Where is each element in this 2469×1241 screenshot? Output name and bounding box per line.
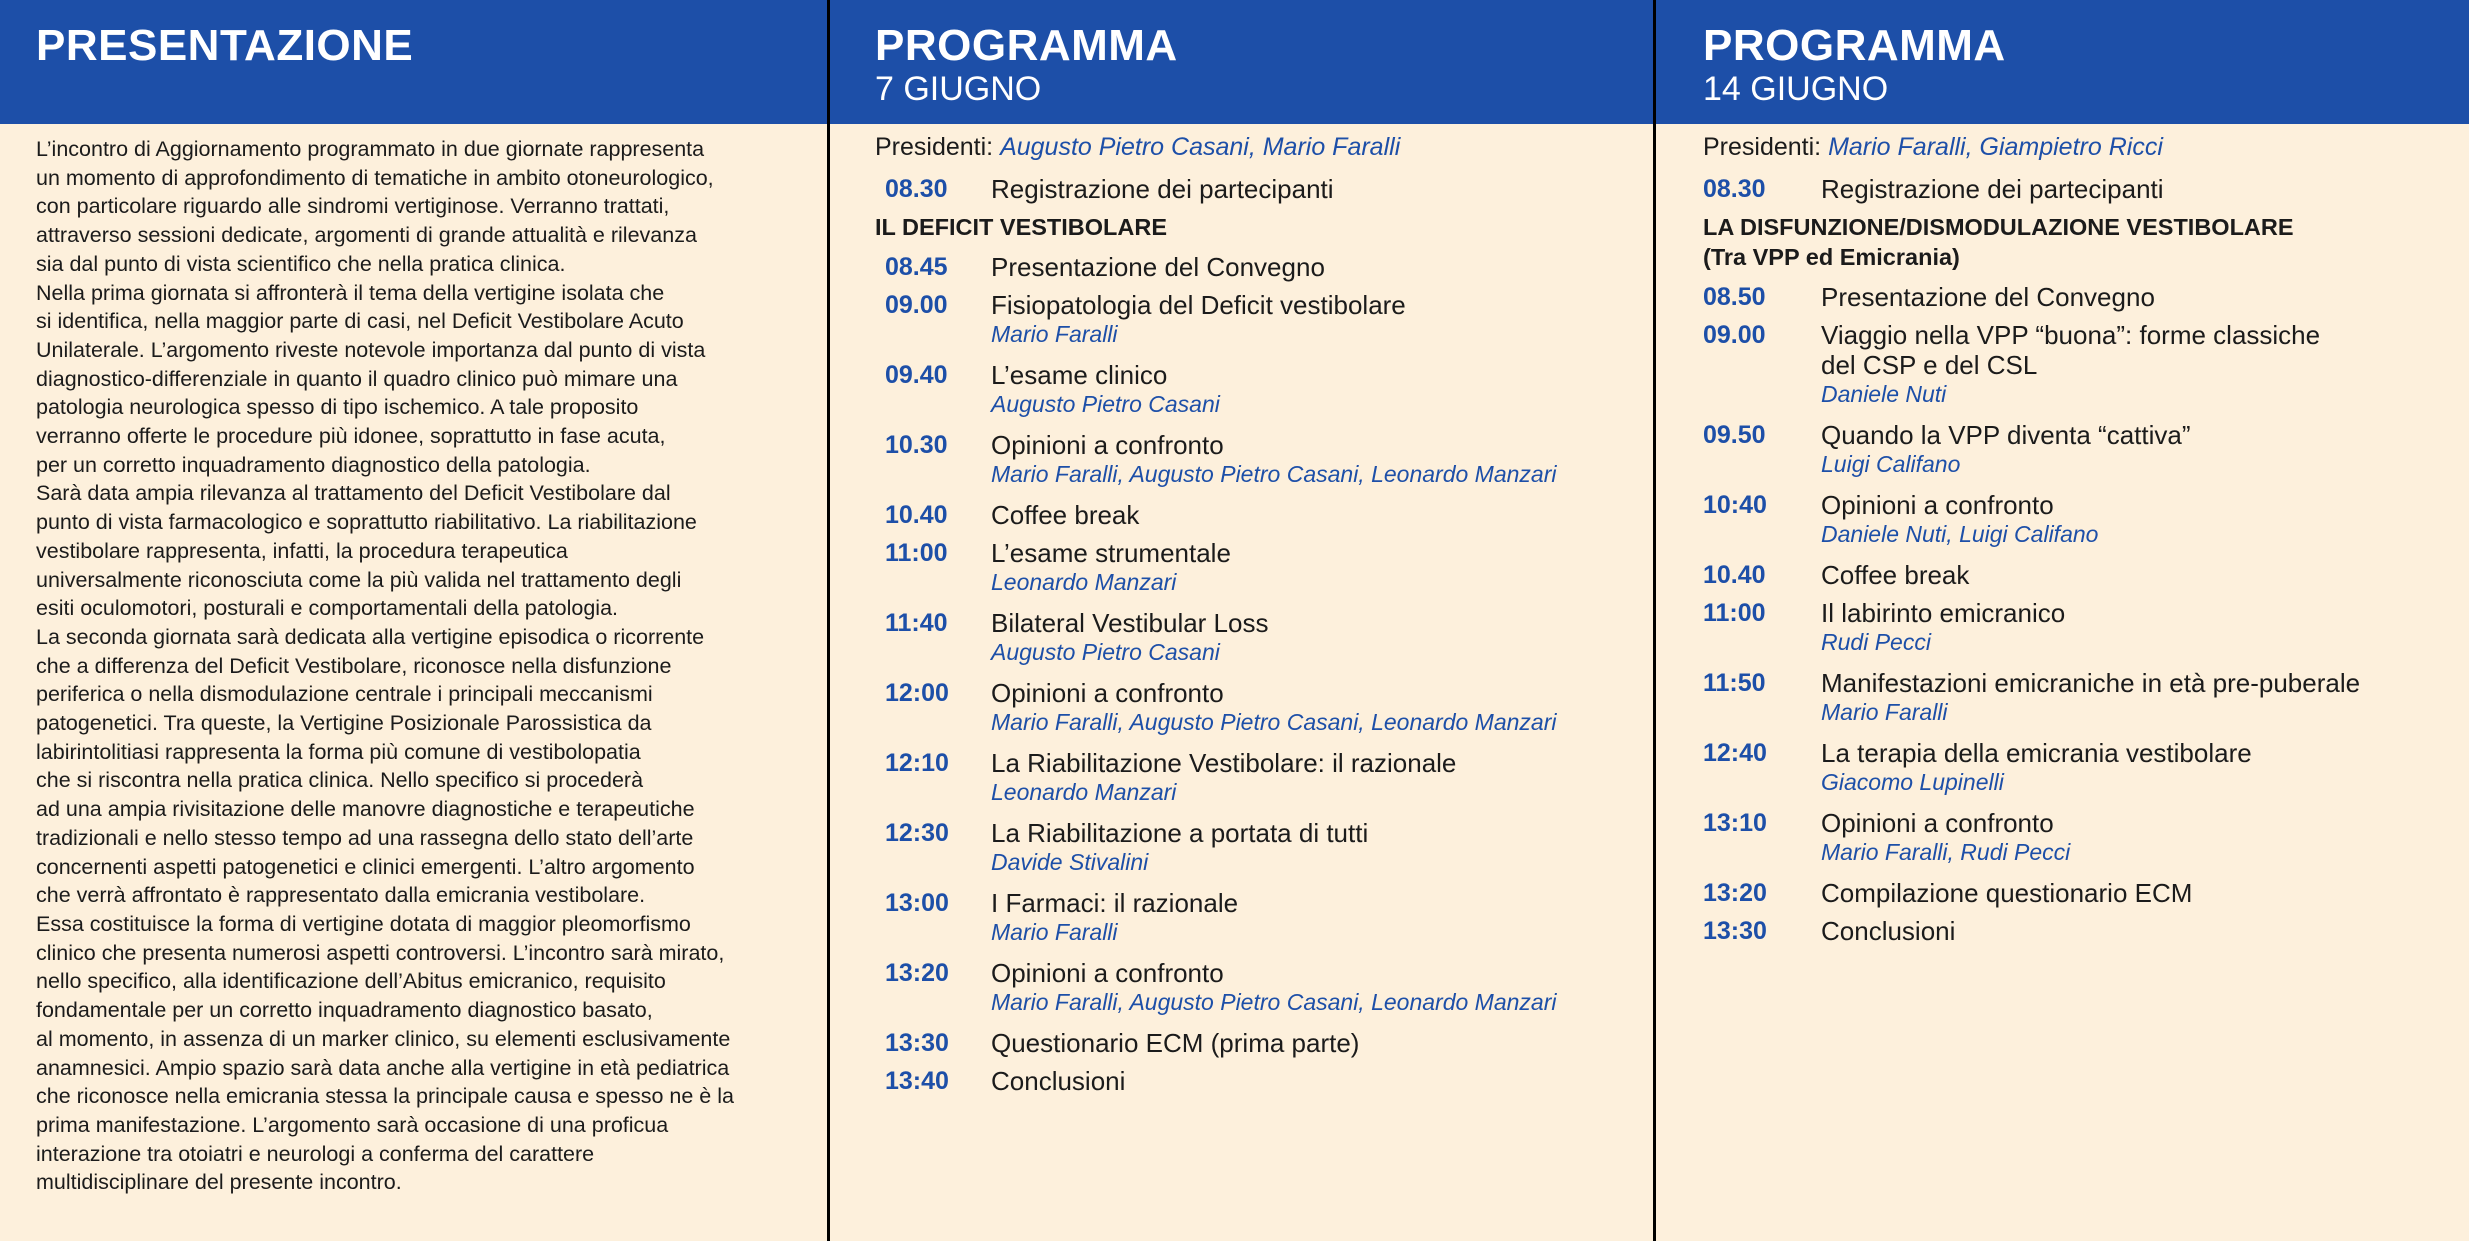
presentation-line: punto di vista farmacologico e soprattutto riabilitativo. La riabilitazione: [36, 510, 697, 535]
presentation-line: si identifica, nella maggior parte di casi, nel Deficit Vestibolare Acuto: [36, 309, 684, 334]
schedule-time: 11:50: [1703, 669, 1766, 697]
schedule-title-line: Presentazione del Convegno: [991, 252, 1325, 282]
schedule-content: [991, 174, 1633, 204]
schedule-speaker: Mario Faralli: [1821, 699, 1948, 725]
presentation-header: [0, 0, 827, 124]
schedule-item: [1703, 560, 2449, 590]
schedule-item: [875, 748, 1633, 806]
schedule-item: [875, 1028, 1633, 1058]
schedule-content: [1821, 174, 2449, 204]
schedule-title-line: Coffee break: [991, 500, 1140, 530]
schedule-time: 13:00: [885, 889, 949, 917]
schedule-title-line: Presentazione del Convegno: [1821, 282, 2155, 312]
schedule-title: [991, 1066, 1633, 1096]
schedule-time: 10.30: [885, 431, 948, 459]
schedule-title: [991, 360, 1633, 390]
schedule-time: 13:30: [885, 1029, 949, 1057]
schedule-item: [1703, 174, 2449, 204]
schedule-content: [1821, 490, 2449, 548]
schedule-title-line: Registrazione dei partecipanti: [1821, 174, 2164, 204]
schedule-item: [1703, 282, 2449, 312]
presentation-line: La seconda giornata sarà dedicata alla vertigine episodica o ricorrente: [36, 624, 705, 649]
program-day2-date: 14 GIUGNO: [1703, 70, 1889, 108]
presentation-line: ad una ampia rivisitazione delle manovre diagnostiche e terapeutiche: [36, 797, 695, 822]
schedule-time: 08.30: [1703, 175, 1766, 203]
presentation-line: nello specifico, alla identificazione dell’Abitus emicranico, requisito: [36, 969, 666, 994]
schedule-time: 08.50: [1703, 283, 1766, 311]
schedule-item: [875, 958, 1633, 1016]
presentation-line: vestibolare rappresenta, infatti, la procedura terapeutica: [36, 538, 568, 563]
schedule-speaker: Mario Faralli, Augusto Pietro Casani, Leonardo Manzari: [991, 461, 1557, 487]
schedule-title: [991, 958, 1633, 988]
schedule-item: [875, 430, 1633, 488]
schedule-content: [991, 608, 1633, 666]
schedule-title: [1821, 808, 2449, 838]
schedule-content: [1821, 598, 2449, 656]
presentation-line: L’incontro di Aggiornamento programmato in due giornate rappresenta: [36, 137, 705, 161]
schedule-content: [991, 252, 1633, 282]
schedule-time: 10.40: [885, 501, 948, 529]
schedule-item: [875, 818, 1633, 876]
schedule-title-line: Conclusioni: [991, 1066, 1126, 1096]
schedule-title-line: Il labirinto emicranico: [1821, 598, 2066, 628]
schedule-item: [1703, 420, 2449, 478]
schedule-content: [991, 430, 1633, 488]
program-day2-title: PROGRAMMA: [1703, 21, 2006, 70]
schedule-time: 13:40: [885, 1067, 949, 1095]
program-day1-date: 7 GIUGNO: [875, 70, 1042, 108]
presentation-line: patologia neurologica spesso di tipo ischemico. A tale proposito: [36, 395, 639, 420]
schedule-title: [991, 818, 1633, 848]
schedule-title: [991, 1028, 1633, 1058]
schedule-time: 12:00: [885, 679, 949, 707]
schedule-content: [1821, 320, 2449, 408]
schedule-title-line: La Riabilitazione a portata di tutti: [991, 818, 1369, 848]
schedule-content: [991, 748, 1633, 806]
schedule-title: [991, 608, 1633, 638]
schedule-item: [875, 1066, 1633, 1096]
presentation-line: diagnostico-differenziale in quanto il quadro clinico può mimare una: [36, 366, 678, 391]
schedule-title-line: Registrazione dei partecipanti: [991, 174, 1334, 204]
schedule-item: [1703, 490, 2449, 548]
schedule-title-line: Opinioni a confronto: [991, 430, 1224, 460]
schedule-item: [1703, 738, 2449, 796]
presentation-text: [0, 124, 827, 1197]
schedule-speaker: Giacomo Lupinelli: [1821, 769, 2004, 795]
schedule-content: [1821, 738, 2449, 796]
program-day1-title: PROGRAMMA: [875, 21, 1178, 70]
schedule-title: [991, 888, 1633, 918]
schedule-speaker: Daniele Nuti, Luigi Califano: [1821, 521, 2099, 547]
program-day1-list: [830, 124, 1653, 1096]
schedule-title: [991, 748, 1633, 778]
schedule-title-line: Opinioni a confronto: [991, 958, 1224, 988]
schedule-item: [1703, 916, 2449, 946]
presentation-line: che a differenza del Deficit Vestibolare, riconosce nella disfunzione: [36, 653, 672, 678]
presentation-line: sia dal punto di vista scientifico che nella pratica clinica.: [36, 251, 566, 276]
schedule-time: 08.45: [885, 253, 948, 281]
schedule-content: [991, 538, 1633, 596]
schedule-speaker: Davide Stivalini: [991, 849, 1149, 875]
presentation-line: universalmente riconosciuta come la più valida nel trattamento degli: [36, 567, 682, 592]
schedule-time: 10.40: [1703, 561, 1766, 589]
presentation-line: con particolare riguardo alle sindromi vertiginose. Verranno trattati,: [36, 194, 670, 219]
schedule-speaker: Rudi Pecci: [1821, 629, 1931, 655]
schedule-content: [991, 290, 1633, 348]
schedule-time: 13:20: [1703, 879, 1767, 907]
schedule-time: 12:40: [1703, 739, 1767, 767]
schedule-time: 11:00: [1703, 599, 1766, 627]
schedule-item: [875, 500, 1633, 530]
schedule-title: [1821, 282, 2449, 312]
schedule-title-line: Viaggio nella VPP “buona”: forme classiche: [1821, 320, 2321, 350]
presentation-line: periferica o nella dismodulazione centrale i principali meccanismi: [36, 682, 653, 707]
schedule-time: 13:10: [1703, 809, 1767, 837]
presentation-line: multidisciplinare del presente incontro.: [36, 1170, 402, 1195]
schedule-speaker: Augusto Pietro Casani: [991, 391, 1220, 417]
schedule-title: [1821, 598, 2449, 628]
presentation-line: per un corretto inquadramento diagnostico della patologia.: [36, 452, 591, 477]
presentation-line: al momento, in assenza di un marker clinico, su elementi esclusivamente: [36, 1026, 731, 1051]
schedule-title: [1821, 668, 2449, 698]
schedule-title: [1821, 174, 2449, 204]
schedule-title: [1821, 560, 2449, 590]
presentation-line: tradizionali e nello stesso tempo ad una rassegna dello stato dell’arte: [36, 825, 694, 850]
schedule-title: [1821, 320, 2449, 380]
schedule-content: [991, 888, 1633, 946]
schedule-title-line: Fisiopatologia del Deficit vestibolare: [991, 290, 1406, 320]
presentation-line: concernenti aspetti patogenetici e clinici emergenti. L’altro argomento: [36, 854, 695, 879]
schedule-speaker: Luigi Califano: [1821, 451, 1961, 477]
schedule-title-line: Conclusioni: [1821, 916, 1956, 946]
schedule-title-line: Quando la VPP diventa “cattiva”: [1821, 420, 2191, 450]
schedule-content: [991, 958, 1633, 1016]
schedule-speaker: Mario Faralli: [991, 919, 1118, 945]
schedule-title-line: Opinioni a confronto: [1821, 808, 2054, 838]
schedule-title-line: Opinioni a confronto: [1821, 490, 2054, 520]
program-day1-column: [827, 0, 1653, 1241]
schedule-speaker: Leonardo Manzari: [991, 569, 1177, 595]
schedule-title-line: Manifestazioni emicraniche in età pre-puberale: [1821, 668, 2361, 698]
schedule-item: [875, 174, 1633, 204]
presentation-line: patogenetici. Tra queste, la Vertigine Posizionale Parossistica da: [36, 711, 652, 736]
presentation-line: labirintolitiasi rappresenta la forma più comune di vestibolopatia: [36, 739, 641, 764]
schedule-time: 13:30: [1703, 917, 1767, 945]
schedule-content: [991, 678, 1633, 736]
schedule-title: [991, 174, 1633, 204]
schedule-speaker: Mario Faralli: [991, 321, 1118, 347]
section-heading-line: IL DEFICIT VESTIBOLARE: [875, 214, 1168, 240]
presentation-line: Sarà data ampia rilevanza al trattamento del Deficit Vestibolare dal: [36, 481, 671, 506]
schedule-speaker: Augusto Pietro Casani: [991, 639, 1220, 665]
schedule-item: [875, 608, 1633, 666]
schedule-item: [875, 678, 1633, 736]
program-day2-list: [1656, 124, 2469, 946]
schedule-item: [875, 888, 1633, 946]
schedule-content: [991, 360, 1633, 418]
presentation-line: clinico che presenta numerosi aspetti controversi. L’incontro sarà mirato,: [36, 940, 725, 965]
section-heading: [875, 212, 1633, 242]
presidents-line: [875, 130, 1633, 164]
section-heading-line: (Tra VPP ed Emicrania): [1703, 244, 1960, 270]
schedule-title-line: L’esame clinico: [991, 360, 1168, 390]
schedule-title-line: La terapia della emicrania vestibolare: [1821, 738, 2252, 768]
program-day2-column: [1653, 0, 2469, 1241]
schedule-content: [1821, 668, 2449, 726]
schedule-speaker: Mario Faralli, Rudi Pecci: [1821, 839, 2071, 865]
presidents-line: [1703, 130, 2449, 164]
schedule-title-line: del CSP e del CSL: [1821, 350, 2038, 380]
presentation-title: PRESENTAZIONE: [36, 21, 414, 70]
presentation-line: Nella prima giornata si affronterà il tema della vertigine isolata che: [36, 280, 665, 305]
presidents-label: Presidenti:: [1703, 133, 1822, 161]
schedule-item: [1703, 878, 2449, 908]
schedule-item: [875, 538, 1633, 596]
schedule-time: 11:00: [885, 539, 948, 567]
presidents-names: Mario Faralli, Giampietro Ricci: [1828, 133, 2163, 161]
schedule-time: 09.00: [1703, 321, 1766, 349]
schedule-content: [1821, 878, 2449, 908]
schedule-title-line: Compilazione questionario ECM: [1821, 878, 2193, 908]
presentation-line: Essa costituisce la forma di vertigine dotata di maggior pleomorfismo: [36, 911, 691, 936]
program-day1-header: [830, 0, 1653, 124]
presentation-line: esiti oculomotori, posturali e comportamentali della patologia.: [36, 596, 619, 621]
presentation-line: che verrà affrontato è rappresentato dalla emicrania vestibolare.: [36, 883, 646, 908]
schedule-title: [1821, 490, 2449, 520]
schedule-content: [1821, 420, 2449, 478]
schedule-time: 09.50: [1703, 421, 1766, 449]
schedule-item: [875, 360, 1633, 418]
schedule-time: 13:20: [885, 959, 949, 987]
schedule-item: [875, 252, 1633, 282]
schedule-item: [1703, 808, 2449, 866]
program-day2-header: [1656, 0, 2469, 124]
presentation-line: attraverso sessioni dedicate, argomenti di grande attualità e rilevanza: [36, 223, 697, 248]
schedule-speaker: Daniele Nuti: [1821, 381, 1947, 407]
schedule-content: [991, 500, 1633, 530]
schedule-title: [991, 538, 1633, 568]
schedule-title: [991, 290, 1633, 320]
schedule-content: [1821, 282, 2449, 312]
schedule-item: [1703, 320, 2449, 408]
schedule-time: 09.40: [885, 361, 948, 389]
schedule-title: [1821, 916, 2449, 946]
schedule-content: [1821, 808, 2449, 866]
schedule-content: [991, 1066, 1633, 1096]
schedule-time: 08.30: [885, 175, 948, 203]
presidents-names: Augusto Pietro Casani, Mario Faralli: [1000, 133, 1401, 161]
schedule-title-line: Coffee break: [1821, 560, 1970, 590]
presentation-line: che si riscontra nella pratica clinica. Nello specifico si procederà: [36, 768, 644, 793]
schedule-title-line: I Farmaci: il razionale: [991, 888, 1239, 918]
schedule-time: 10:40: [1703, 491, 1767, 519]
schedule-title-line: La Riabilitazione Vestibolare: il razionale: [991, 748, 1457, 778]
schedule-content: [991, 818, 1633, 876]
schedule-item: [1703, 598, 2449, 656]
presentation-line: Unilaterale. L’argomento riveste notevole importanza dal punto di vista: [36, 337, 706, 362]
schedule-item: [1703, 668, 2449, 726]
schedule-content: [1821, 916, 2449, 946]
schedule-title: [1821, 738, 2449, 768]
schedule-speaker: Mario Faralli, Augusto Pietro Casani, Leonardo Manzari: [991, 709, 1557, 735]
schedule-title-line: L’esame strumentale: [991, 538, 1231, 568]
presentation-line: anamnesici. Ampio spazio sarà data anche alla vertigine in età pediatrica: [36, 1055, 730, 1080]
schedule-title: [991, 430, 1633, 460]
presentation-line: che riconosce nella emicrania stessa la principale causa e spesso ne è la: [36, 1084, 734, 1109]
schedule-title: [1821, 878, 2449, 908]
schedule-title-line: Opinioni a confronto: [991, 678, 1224, 708]
schedule-time: 11:40: [885, 609, 948, 637]
schedule-speaker: Mario Faralli, Augusto Pietro Casani, Leonardo Manzari: [991, 989, 1557, 1015]
presentation-column: [0, 0, 827, 1241]
schedule-speaker: Leonardo Manzari: [991, 779, 1177, 805]
presentation-line: interazione tra otoiatri e neurologi a conferma del carattere: [36, 1141, 595, 1166]
presentation-line: un momento di approfondimento di tematiche in ambito otoneurologico,: [36, 165, 714, 190]
presentation-line: verranno offerte le procedure più idonee, soprattutto in fase acuta,: [36, 424, 666, 449]
schedule-title-line: Bilateral Vestibular Loss: [991, 608, 1269, 638]
presentation-line: prima manifestazione. L’argomento sarà occasione di una proficua: [36, 1112, 669, 1137]
section-heading-line: LA DISFUNZIONE/DISMODULAZIONE VESTIBOLARE: [1703, 214, 2294, 240]
presidents-label: Presidenti:: [875, 133, 994, 161]
schedule-title-line: Questionario ECM (prima parte): [991, 1028, 1360, 1058]
presentation-line: fondamentale per un corretto inquadramento diagnostico basato,: [36, 998, 653, 1023]
schedule-title: [991, 500, 1633, 530]
schedule-title: [991, 252, 1633, 282]
schedule-content: [1821, 560, 2449, 590]
schedule-title: [1821, 420, 2449, 450]
schedule-time: 12:30: [885, 819, 949, 847]
schedule-item: [875, 290, 1633, 348]
schedule-title: [991, 678, 1633, 708]
schedule-content: [991, 1028, 1633, 1058]
section-heading: [1703, 212, 2449, 272]
schedule-time: 09.00: [885, 291, 948, 319]
schedule-time: 12:10: [885, 749, 949, 777]
